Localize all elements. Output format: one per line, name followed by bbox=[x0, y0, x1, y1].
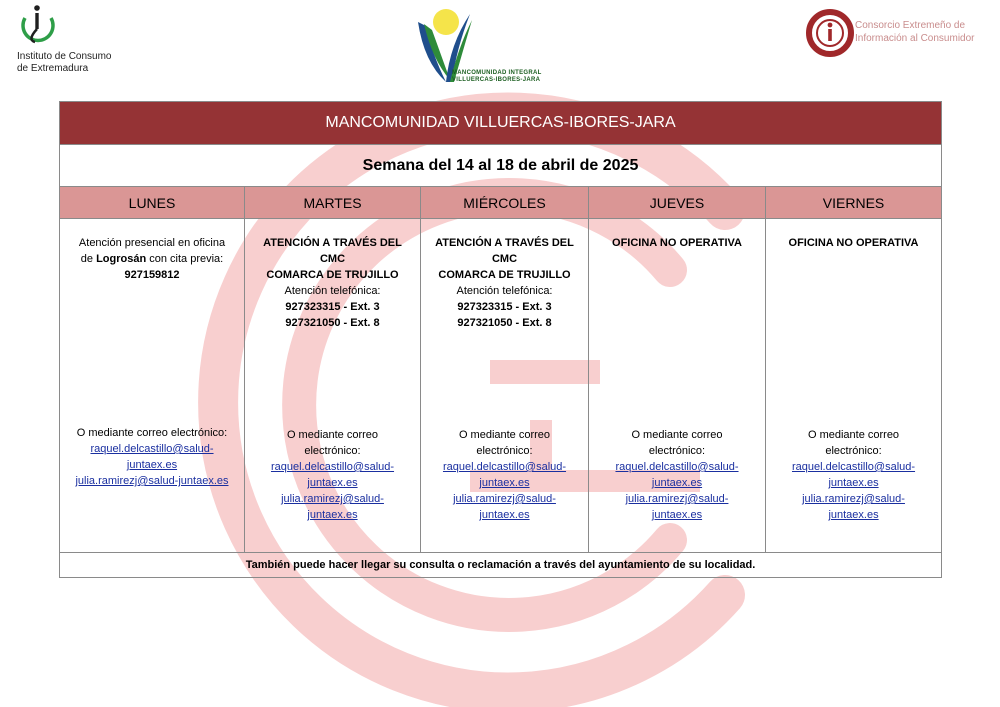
viernes-email1-link[interactable] bbox=[770, 459, 937, 491]
title-row bbox=[60, 102, 942, 145]
martes-phone1: 927323315 - Ext. 3 bbox=[285, 301, 380, 313]
day-header-lunes: LUNES bbox=[60, 187, 245, 219]
right-logo-line1: Consorcio Extremeño de bbox=[855, 20, 966, 31]
week-title: Semana del 14 al 18 de abril de 2025 bbox=[60, 145, 942, 187]
footer-note: También puede hacer llegar su consulta o reclamación a través del ayuntamiento de su localidad. bbox=[60, 553, 942, 578]
day-header-jueves: JUEVES bbox=[589, 187, 766, 219]
consorcio-icon bbox=[805, 8, 855, 58]
miercoles-email1-b: juntaex.es bbox=[479, 477, 530, 489]
martes-email2-a: julia.ramirezj@salud- bbox=[281, 493, 384, 505]
viernes-status: OFICINA NO OPERATIVA bbox=[788, 237, 919, 249]
jueves-email2-a: julia.ramirezj@salud- bbox=[625, 493, 729, 505]
miercoles-email-intro-b: electrónico: bbox=[476, 445, 533, 457]
martes-email2-link[interactable] bbox=[249, 491, 416, 523]
jueves-email-intro-b: electrónico: bbox=[648, 445, 706, 457]
miercoles-phone1: 927323315 - Ext. 3 bbox=[457, 301, 552, 313]
martes-line1: ATENCIÓN A TRAVÉS DEL CMC bbox=[263, 237, 402, 265]
viernes-email1-b: juntaex.es bbox=[828, 477, 879, 489]
jueves-email-intro-a: O mediante correo bbox=[631, 429, 723, 441]
lunes-email2-link[interactable]: julia.ramirezj@salud-juntaex.es bbox=[75, 475, 229, 487]
cell-miercoles bbox=[421, 219, 589, 553]
day-header-martes: MARTES bbox=[245, 187, 421, 219]
lunes-line2-post: con cita previa: bbox=[146, 253, 224, 265]
miercoles-email1-link[interactable] bbox=[425, 459, 584, 491]
miercoles-email2-b: juntaex.es bbox=[479, 509, 530, 521]
lunes-location: Logrosán bbox=[96, 253, 147, 265]
cell-viernes bbox=[766, 219, 942, 553]
miercoles-line1b: CMC bbox=[491, 253, 518, 265]
martes-email1-a: raquel.delcastillo@salud- bbox=[270, 461, 395, 473]
instituto-consumo-logo bbox=[15, 4, 135, 76]
jueves-email1-link[interactable] bbox=[593, 459, 761, 491]
martes-line3: Atención telefónica: bbox=[284, 285, 381, 297]
jueves-status: OFICINA NO OPERATIVA bbox=[612, 237, 742, 249]
martes-email1-b: juntaex.es bbox=[307, 477, 358, 489]
jueves-email1-b: juntaex.es bbox=[651, 477, 703, 489]
miercoles-line3: Atención telefónica: bbox=[456, 285, 553, 297]
lunes-line2-pre: de bbox=[80, 253, 97, 265]
instituto-consumo-icon bbox=[15, 4, 65, 50]
viernes-email2-link[interactable] bbox=[770, 491, 937, 523]
miercoles-line2: COMARCA DE TRUJILLO bbox=[438, 269, 571, 281]
lunes-line2 bbox=[66, 251, 238, 267]
lunes-email1-a: raquel.delcastillo@salud- bbox=[90, 443, 214, 455]
lunes-email-intro: O mediante correo electrónico: bbox=[76, 427, 228, 439]
center-logo-line1: MANCOMUNIDAD INTEGRAL bbox=[452, 70, 542, 76]
mancomunidad-logo bbox=[410, 4, 550, 84]
cell-martes bbox=[245, 219, 421, 553]
right-logo-line2: Información al Consumidor bbox=[855, 33, 975, 44]
miercoles-email1-a: raquel.delcastillo@salud- bbox=[442, 461, 567, 473]
lunes-email1-link[interactable] bbox=[64, 441, 240, 473]
viernes-email2-a: julia.ramirezj@salud- bbox=[802, 493, 905, 505]
consorcio-logo bbox=[805, 8, 995, 60]
table-title: MANCOMUNIDAD VILLUERCAS-IBORES-JARA bbox=[60, 102, 942, 145]
cell-lunes bbox=[60, 219, 245, 553]
martes-line2: COMARCA DE TRUJILLO bbox=[266, 269, 399, 281]
martes-email-intro-a: O mediante correo bbox=[286, 429, 379, 441]
miercoles-phone2: 927321050 - Ext. 8 bbox=[457, 317, 552, 329]
martes-email1-link[interactable] bbox=[249, 459, 416, 491]
martes-email2-b: juntaex.es bbox=[307, 509, 358, 521]
schedule-table bbox=[59, 101, 942, 578]
viernes-email-intro-b: electrónico: bbox=[825, 445, 882, 457]
jueves-email2-b: juntaex.es bbox=[651, 509, 703, 521]
lunes-phone: 927159812 bbox=[124, 269, 180, 281]
schedule-body-row bbox=[60, 219, 942, 553]
viernes-email-intro-a: O mediante correo bbox=[807, 429, 900, 441]
week-row bbox=[60, 145, 942, 187]
cell-jueves bbox=[589, 219, 766, 553]
jueves-email2-link[interactable] bbox=[593, 491, 761, 523]
martes-phone2: 927321050 - Ext. 8 bbox=[285, 317, 380, 329]
martes-email-intro-b: electrónico: bbox=[304, 445, 361, 457]
lunes-email1-b: juntaex.es bbox=[126, 459, 178, 471]
jueves-email1-a: raquel.delcastillo@salud- bbox=[615, 461, 739, 473]
viernes-email1-a: raquel.delcastillo@salud- bbox=[791, 461, 916, 473]
footer-row bbox=[60, 553, 942, 578]
miercoles-email-intro-a: O mediante correo bbox=[458, 429, 551, 441]
day-header-miercoles: MIÉRCOLES bbox=[421, 187, 589, 219]
lunes-line1: Atención presencial en oficina bbox=[78, 237, 226, 249]
left-logo-line1: Instituto de Consumo bbox=[17, 51, 112, 62]
center-logo-line2: VILLUERCAS-IBORES-JARA bbox=[452, 77, 541, 83]
day-header-viernes: VIERNES bbox=[766, 187, 942, 219]
left-logo-line2: de Extremadura bbox=[17, 63, 89, 74]
viernes-email2-b: juntaex.es bbox=[828, 509, 879, 521]
miercoles-email2-a: julia.ramirezj@salud- bbox=[453, 493, 556, 505]
miercoles-email2-link[interactable] bbox=[425, 491, 584, 523]
miercoles-line1a: ATENCIÓN A TRAVÉS DEL bbox=[435, 237, 574, 249]
day-header-row bbox=[60, 187, 942, 219]
